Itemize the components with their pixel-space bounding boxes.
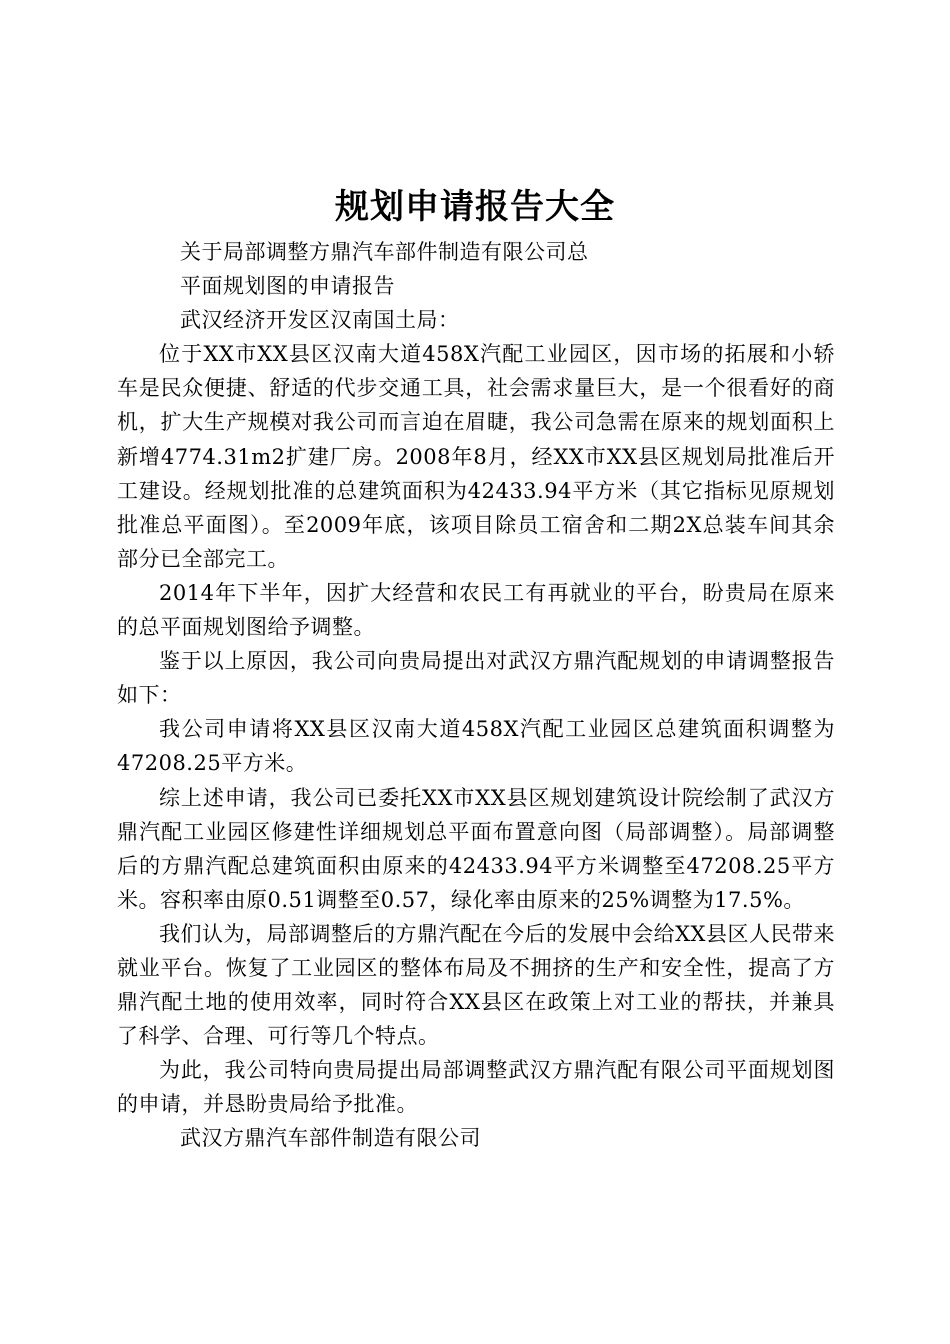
paragraph: 2014年下半年，因扩大经营和农民工有再就业的平台，盼贵局在原来的总平面规划图给予调整。 [117, 580, 835, 640]
paragraph: 综上述申请，我公司已委托XX市XX县区规划建筑设计院绘制了武汉方鼎汽配工业园区修建性详细规划总平面布置意向图（局部调整）。局部调整后的方鼎汽配总建筑面积由原来的42433.94平方米调整至47208.25平方米。容积率由原0.51调整至0.57，绿化率由原来的25%调整为17.5%。 [117, 785, 835, 912]
paragraph: 位于XX市XX县区汉南大道458X汽配工业园区，因市场的拓展和小轿车是民众便捷、舒适的代步交通工具，社会需求量巨大，是一个很看好的商机，扩大生产规模对我公司而言迫在眉睫，我公司急需在原来的规划面积上新增4774.31m2扩建厂房。2008年8月，经XX市XX县区规划局批准后开工建设。经规划批准的总建筑面积为42433.94平方米（其它指标见原规划批准总平面图）。至2009年底，该项目除员工宿舍和二期2X总装车间其余部分已全部完工。 [117, 342, 835, 571]
paragraph: 我公司申请将XX县区汉南大道458X汽配工业园区总建筑面积调整为47208.25平方米。 [117, 717, 835, 776]
document-title: 规划申请报告大全 [335, 187, 615, 227]
subject-line-2: 平面规划图的申请报告 [180, 274, 395, 299]
subject-line-1: 关于局部调整方鼎汽车部件制造有限公司总 [180, 240, 589, 264]
signature: 武汉方鼎汽车部件制造有限公司 [180, 1126, 481, 1151]
paragraph: 鉴于以上原因，我公司向贵局提出对武汉方鼎汽配规划的申请调整报告如下： [117, 649, 835, 708]
document-body [117, 235, 835, 1156]
paragraph: 为此，我公司特向贵局提出局部调整武汉方鼎汽配有限公司平面规划图的申请，并恳盼贵局给予批准。 [117, 1058, 835, 1117]
addressee: 武汉经济开发区汉南国土局： [180, 308, 460, 333]
paragraph: 我们认为，局部调整后的方鼎汽配在今后的发展中会给XX县区人民带来就业平台。恢复了工业园区的整体布局及不拥挤的生产和安全性，提高了方鼎汽配土地的使用效率，同时符合XX县区在政策上对工业的帮扶，并兼具了科学、合理、可行等几个特点。 [117, 921, 835, 1049]
